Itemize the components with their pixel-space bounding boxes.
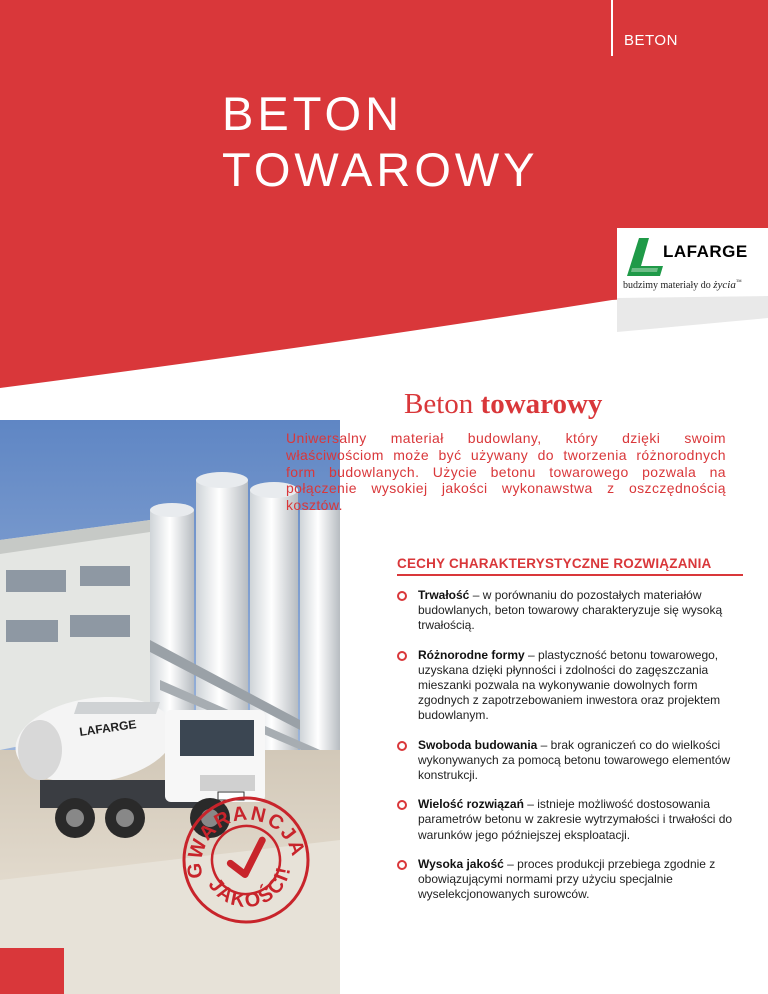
feature-term: Swoboda budowania: [418, 737, 538, 752]
feature-term: Wielość rozwiązań: [418, 797, 524, 812]
features-list: [397, 588, 743, 902]
feature-term: Trwałość: [418, 588, 470, 602]
feature-text: – proces produkcji przebiega zgodnie z obowiązującymi normami przy użyciu specjalnie wyselekcjonowanych surowców.: [418, 856, 716, 902]
bullet-ring-icon: [397, 591, 407, 601]
feature-text: – w porównaniu do pozostałych materiałów budowlanych, beton towarowy charakteryzuje się wysoką trwałością.: [418, 588, 723, 633]
stamp-bottom-text: JAKOŚCI!: [203, 863, 296, 913]
feature-text: – istnieje możliwość dostosowania parametrów betonu w zakresie wytrzymałości i trwałości do warunków jego późniejszej eksploatacji.: [418, 797, 733, 842]
truck-brand-label: LAFARGE: [78, 717, 138, 739]
page-title-line-1: BETON: [222, 87, 404, 140]
bullet-ring-icon: [397, 860, 407, 870]
section-tab: BETON: [624, 32, 678, 49]
feature-term: Wysoka jakość: [418, 856, 504, 871]
feature-item: [397, 797, 743, 843]
feature-text: – plastyczność betonu towarowego, uzyskana dzięki płynności i zdolności do zagęszczania mieszanki pozwala na wykonywanie dowolnych form zgodnych z zapotrzebowaniem inwestora oraz projektem budowlanym.: [418, 647, 721, 723]
stamp-check-icon: [227, 840, 268, 877]
section-tab-divider: [611, 0, 613, 56]
feature-text: – brak ograniczeń co do wielkości wykonywanych za pomocą betonu towarowego elementów konstrukcji.: [418, 737, 731, 783]
content-heading-bold: towarowy: [480, 388, 603, 420]
content-heading-regular: Beton: [404, 388, 474, 420]
bullet-ring-icon: [397, 800, 407, 810]
feature-item: [397, 738, 743, 784]
logo-wordmark: LAFARGE: [663, 242, 748, 261]
bullet-ring-icon: [397, 651, 407, 661]
logo-tagline-text: budzimy materiały do: [623, 280, 711, 291]
feature-item: [397, 857, 743, 903]
features-divider: [397, 574, 743, 576]
content-heading: [404, 388, 602, 421]
page-title-line-2: TOWAROWY: [222, 143, 539, 196]
logo-trademark: ™: [735, 279, 742, 286]
guarantee-stamp: [176, 790, 316, 930]
bullet-ring-icon: [397, 741, 407, 751]
intro-paragraph: Uniwersalny materiał budowlany, który dzięki swoim właściwościom może być używany do tworzenia różnorodnych form budowlanych. Użycie betonu towarowego pozwala na połączenie wysokiej jakości wykonawstwa z oszczędnością kosztów.: [286, 430, 726, 514]
logo-tagline: [623, 279, 742, 291]
page-title: [222, 86, 539, 198]
svg-text:JAKOŚCI!: [202, 859, 303, 921]
stamp-top-text: GWARANCJA: [183, 802, 310, 880]
bottom-red-strip: [0, 948, 64, 994]
header-banner: [0, 0, 768, 400]
feature-item: [397, 648, 743, 724]
features-heading: CECHY CHARAKTERYSTYCZNE ROZWIĄZANIA: [397, 556, 712, 571]
feature-term: Różnorodne formy: [418, 647, 525, 662]
feature-item: [397, 588, 743, 634]
lafarge-l-icon: [627, 238, 663, 276]
lafarge-logo: [617, 228, 768, 298]
logo-tagline-emphasis: życia: [713, 279, 736, 291]
